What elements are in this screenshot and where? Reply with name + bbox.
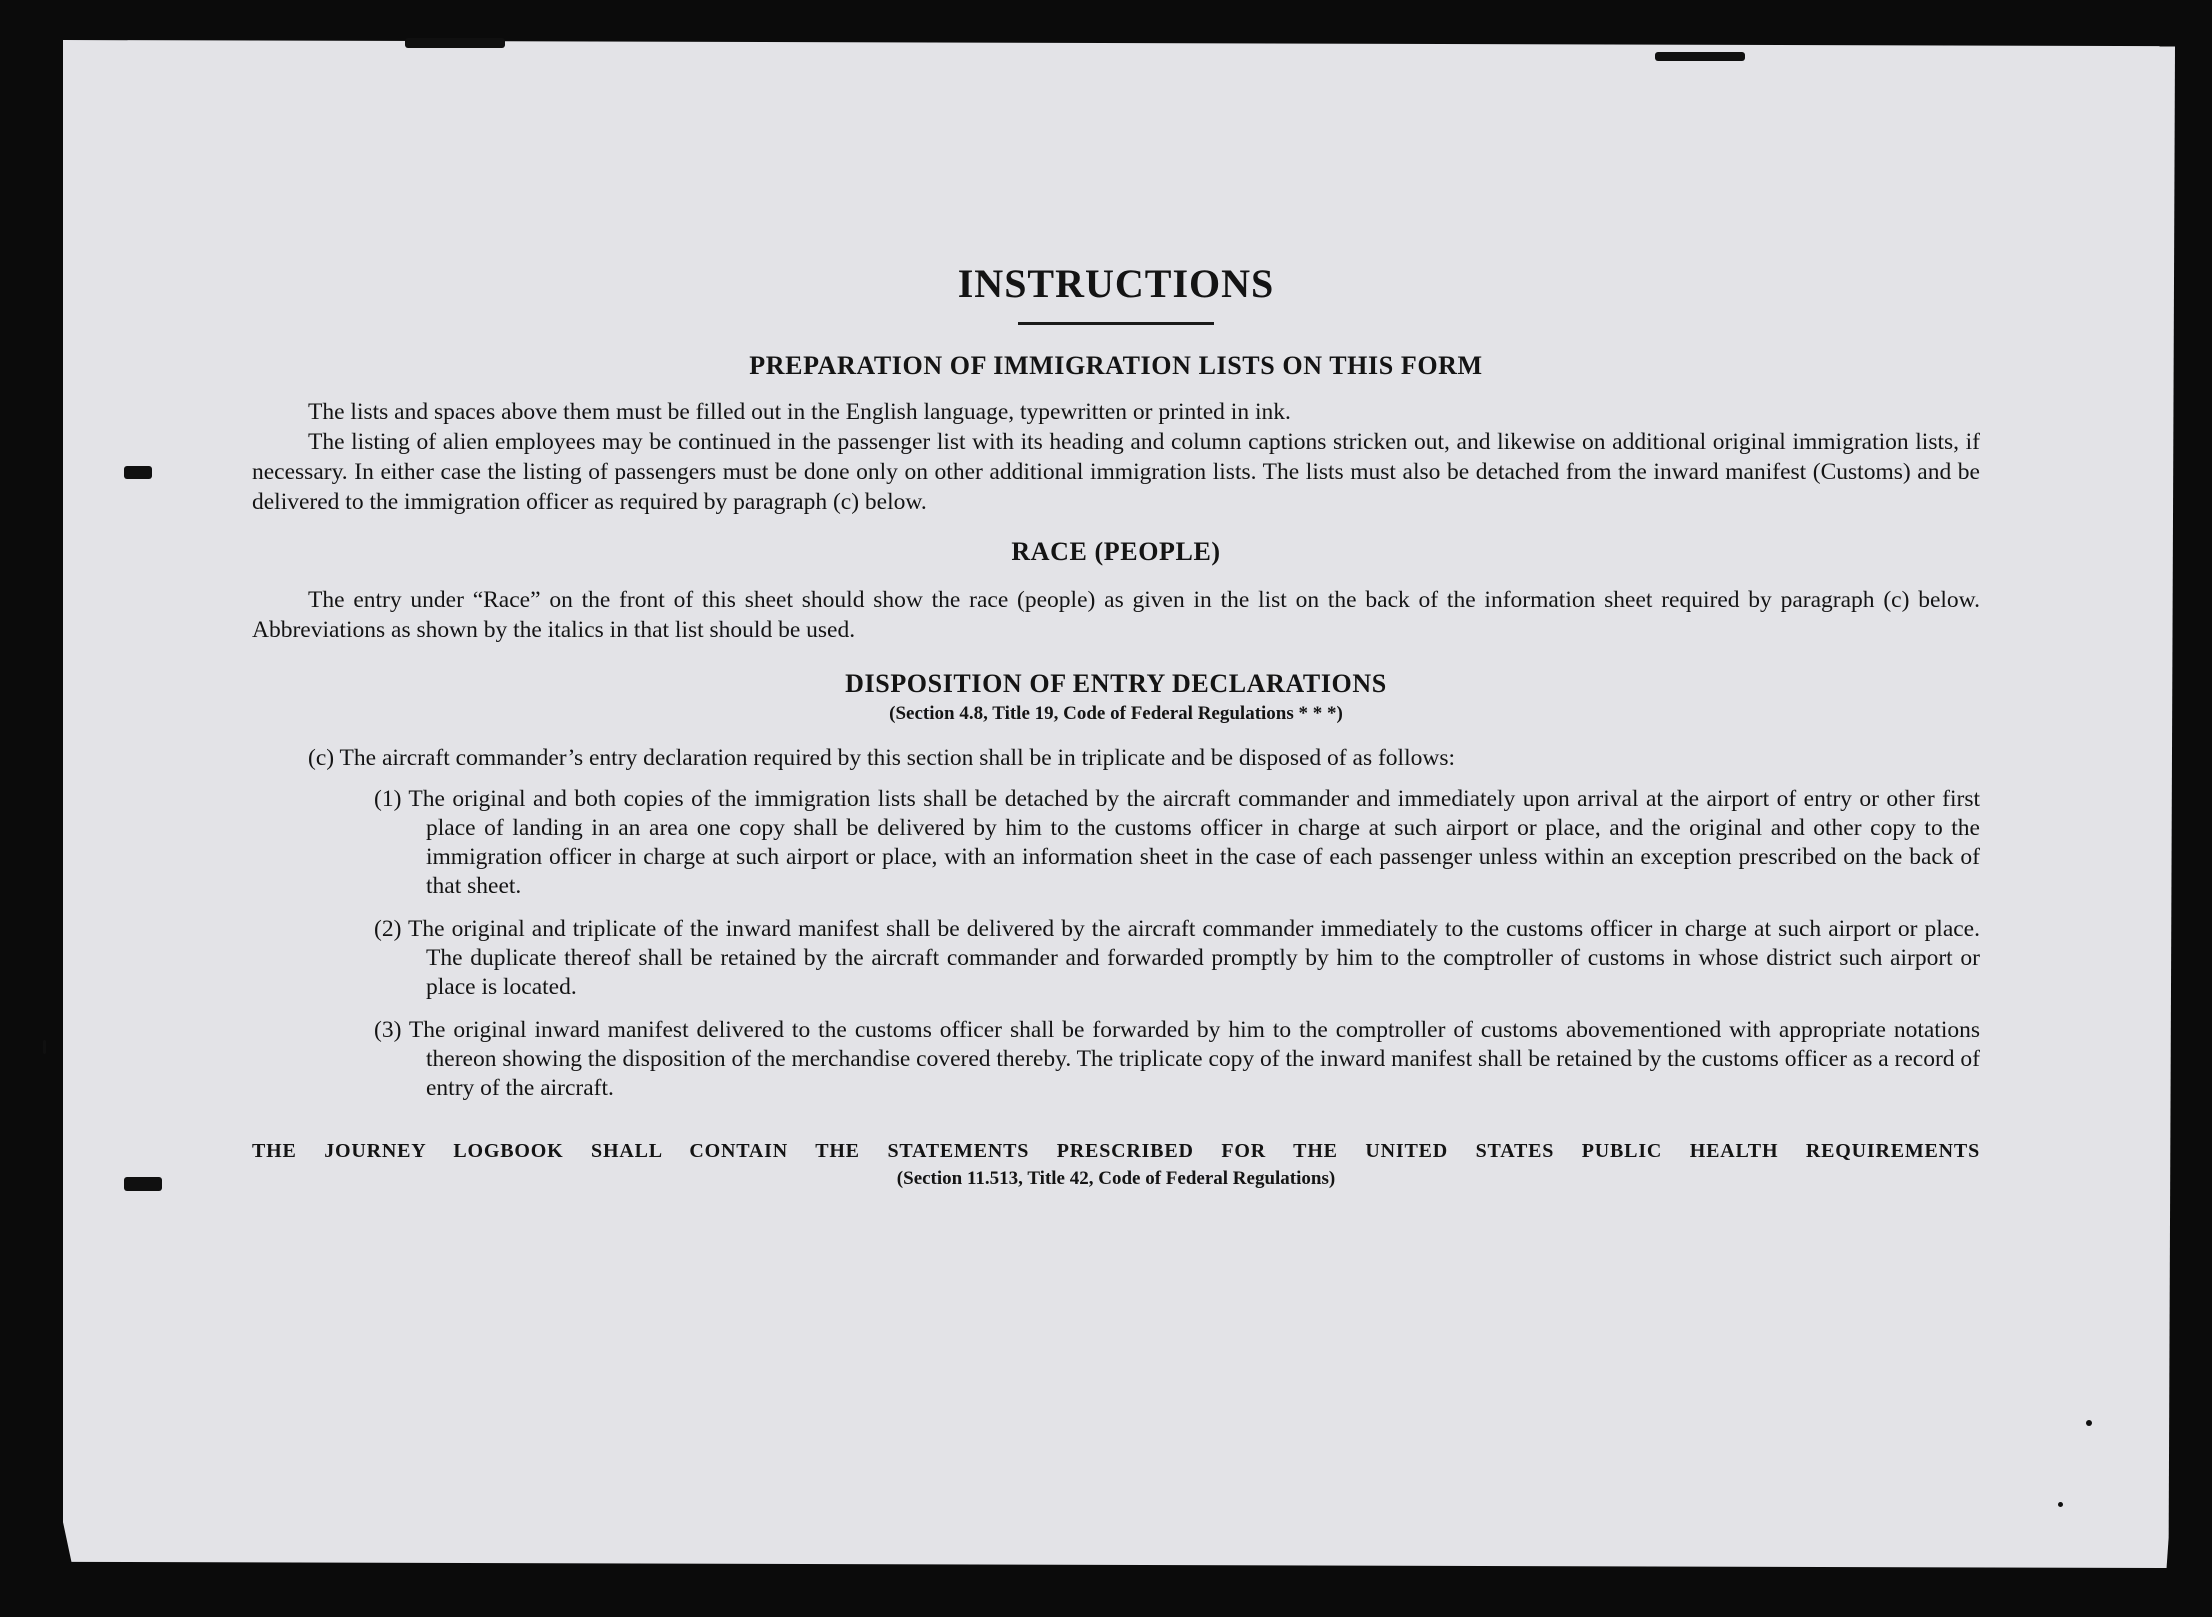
- preparation-paragraph-2: The listing of alien employees may be continued in the passenger list with its heading and column captions stricken out, and likewise on additional original immigration lists, if necessary. In either case the listing of passengers must be done only on other additional immigration lists. The lists must also be detached from the inward manifest (Customs) and be delivered to the immigration officer as required by paragraph (c) below.: [252, 429, 1980, 515]
- disposition-item-2: (2) The original and triplicate of the inward manifest shall be delivered by the aircraft commander immediately to the customs officer in charge at such airport or place. The duplicate thereof shall be retained by the aircraft commander and forwarded promptly by him to the comptroller of customs in whose district such airport or place is located.: [374, 916, 1980, 1000]
- section-heading-disposition: DISPOSITION OF ENTRY DECLARATIONS: [845, 669, 1387, 698]
- race-paragraph: The entry under “Race” on the front of this sheet should show the race (people) as given in the list on the back of the information sheet required by paragraph (c) below. Abbreviations as shown by the italics in that list should be used.: [252, 587, 1980, 643]
- edge-tear-top: [1655, 52, 1745, 61]
- binding-mark-top: [124, 466, 152, 479]
- disposition-citation: (Section 4.8, Title 19, Code of Federal Regulations * * *): [889, 703, 1343, 724]
- edge-tear-top-left: [405, 38, 505, 48]
- page-title: INSTRUCTIONS: [957, 261, 1275, 306]
- disposition-intro: (c) The aircraft commander’s entry declaration required by this section shall be in triplicate and be disposed of as follows:: [308, 745, 1455, 771]
- section-heading-race: RACE (PEOPLE): [1011, 537, 1221, 566]
- title-underline: [1018, 322, 1214, 325]
- footer-requirement-line: THE JOURNEY LOGBOOK SHALL CONTAIN THE STATEMENTS PRESCRIBED FOR THE UNITED STATES PUBLIC HEALTH REQUIREMENTS: [252, 1140, 1980, 1162]
- edge-mark-left: [43, 1040, 46, 1054]
- footer-citation: (Section 11.513, Title 42, Code of Federal Regulations): [896, 1168, 1336, 1189]
- binding-mark-bottom: [124, 1177, 162, 1191]
- speck-right-2: [2058, 1502, 2063, 1507]
- speck-right-1: [2086, 1420, 2092, 1426]
- disposition-item-3: (3) The original inward manifest delivered to the customs officer shall be forwarded by him to the comptroller of customs abovementioned with appropriate notations thereon showing the disposition of the merchandise covered thereby. The triplicate copy of the inward manifest shall be retained by the customs officer as a record of entry of the aircraft.: [374, 1017, 1980, 1101]
- preparation-paragraph-1: The lists and spaces above them must be filled out in the English language, typewritten or printed in ink.: [308, 399, 1291, 425]
- disposition-item-1: (1) The original and both copies of the immigration lists shall be detached by the aircraft commander and immediately upon arrival at the airport of entry or other first place of landing in an area one copy shall be delivered by him to the customs officer in charge at such airport or place, and the original and other copy to the immigration officer in charge at such airport or place, with an information sheet in the case of each passenger unless within an exception prescribed on the back of that sheet.: [374, 786, 1980, 899]
- section-heading-preparation: PREPARATION OF IMMIGRATION LISTS ON THIS FORM: [749, 351, 1483, 380]
- instructions-content: [252, 258, 1980, 1192]
